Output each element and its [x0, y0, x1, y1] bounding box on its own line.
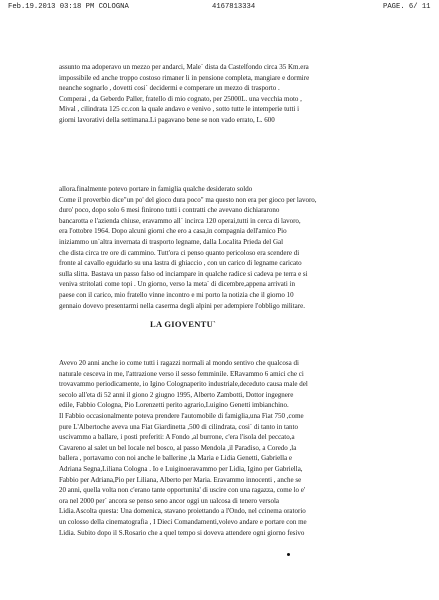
- paragraph-lavoro: allora.finalmente potevo portare in famiglia qualche desiderato soldo Come il proverbio dice"un po' del gioco dura poco" ma questo non era per gioco per lavoro, duro' poco, dopo solo 6 mesi finirono tutti i contratti che avevano dichiararono bancarotta e l'azienda chiuse, eravammo all` incirca 120 operai,tutti in cerca di lavoro, era l'ottobre 1964. Dopo alcuni giorni che ero a casa,in compagnia dell'amico Pio iniziammo un`altra invernata di trasporto legname, dalla Localita Prieda del Gal che dista circa tre ore di cammino. Tutt'ora ci penso quanto pericoloso era scendere di fronte al cavallo eguidarlo su una lastra di ghiaccio , con un carico di legname caricato sulla slitta. Bastava un passo falso od inciampare in qualche radice si cadeva pe terra e si veniva stritolati come topi . Un giorno, verso la meta` di dicembre,appena arrivati in paese con il carico, mio fratello vinne incontro e mi porto la notizia che il giorno 10 gennaio dovevo presentarmi nella caserma degli alpini per adempiere l'obbligo militare.: [59, 185, 317, 310]
- fax-phone-number: 4167813334: [212, 3, 256, 11]
- paragraph-moto: assunto ma adoperavo un mezzo per andarci, Male` dista da Castelfondo circa 35 Km.era impossibile ed anche troppo costoso rimaner li in pensione completa, mangiare e dormire neanche sognarlo , dovetti cosi` decidermi e comperare un mezzo di trasporto . Comperai , da Geberdo Paller, fratello di mio cognato, per 25000L. una vecchia moto , Mival , cilindrata 125 cc.con la quale andavo e venivo , sotto tutte le intemperie tutti i giorni lavorativi della settimana.Li pagavano bene se non vado errato, L. 600: [59, 63, 310, 124]
- section-title: LA GIOVENTU`: [150, 319, 217, 329]
- fax-datetime: Feb.19.2013 03:18 PM COLOGNA: [8, 3, 129, 11]
- paragraph-gioventu: Avevo 20 anni anche io come tutti i ragazzi normali al mondo sentivo che qualcosa di naturale cesceva in me, l'attrazione verso il sesso femminile. ERavammo 6 amici che ci trovavammo periodicamente, io Igino Colognaperito industriale,deceduto causa male del secolo all'eta di 52 anni il giono 2 giugno 1995, Alberto Zambotti, Dottor ingegnere edile, Fabbio Cologna, Pio Lorenzetti perito agrario,Luigino Genetti imbianchino. Il Fabbio occasionalmente poteva prendere l'automobile di famiglia,una Fiat 750 ,come pure L'Albertoche aveva una Fiat Giardinetta ,500 di cilindrata, cosi` di tanto in tanto uscivammo a ballare, i posti preferiti: A Fondo ,al burrone, c'era l'isola del peccato,a Cavareno al salet un bel locale nel bosco, al passo Mendola ,il Paradiso, a Coredo ,la ballera , portavamo con noi anche le ballerine ,la Maria e Lidia Genetti, Gabriella e Adriana Segna,Liliana Cologna . Io e Luiginoeravammo per Lidia, Igino per Gabriella, Fabbio per Adriana,Pio per Liliana, Alberto per Maria. Eravammo innocenti , anche se 20 anni, quella volta non c'erano tante opportunita' di uscire con una ragazza, come lo e' ora nel 2000 per` ancora se penso seno ancor oggi un ualcosa di tenero versola Lidia.Ascolta questa: Una domenica, stavano proiettando a l'Ondo, nel ccinema oratorio un colosso della cinematografia , I Dieci Comandamenti,volevo andare e portare con me Lidia. Subito dopo il S.Rosario che a quel tempo si doveva attendere ogni giorno fesivo: [59, 359, 308, 537]
- fax-header: [0, 0, 439, 14]
- scan-speck: [287, 553, 290, 556]
- fax-page-number: PAGE. 6/ 11: [383, 3, 431, 11]
